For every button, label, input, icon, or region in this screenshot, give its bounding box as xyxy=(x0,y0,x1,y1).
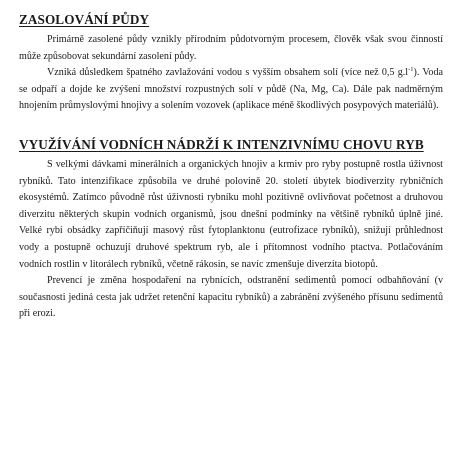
section-heading-soil-salinization: ZASOLOVÁNÍ PŮDY xyxy=(19,12,150,27)
section-heading-fish-farming: VYUŽÍVÁNÍ VODNÍCH NÁDRŽÍ K INTENZIVNÍMU CHOVU RYB xyxy=(19,136,424,152)
paragraph-salinization-causes xyxy=(19,65,443,115)
paragraph-prevention: Prevencí je změna hospodaření na rybnících, odstranění sedimentů pomocí odbahňování (v současnosti jediná cesta jak udržet retenční kapacitu rybníků) a zabránění zvýšeného přísunu sedimentů při erozi. xyxy=(19,275,443,320)
paragraph-pond-eutrophication: S velkými dávkami minerálních a organických hnojiv a krmiv pro ryby postupně rostla úživnost rybníků. Tato intenzifikace způsobila ve druhé polovině 20. století úbytek biodiverzity rybničních ekosystémů. Zatímco původně růst úživnosti rybníku mohl pozitivně ovlivňovat početnost a druhovou diverzitu některých skupin vodních organismů, jsou dnešní podmínky na většině rybníků úplně jiné. Velké rybí obsádky zapříčiňují masový růst fytoplanktonu (eutrofizace rybníků), snižují průhlednost vody a postupně ochuzují druhové spektrum ryb, ale i přítomnost vodního ptactva. Potlačováním vodních rostlin v litorálech rybníků, včetně rákosin, se navíc zmenšuje diverzita biotopů. xyxy=(19,158,443,270)
paragraph-salinization-causes-part2: ). Voda se odpaří a dojde ke zvýšení množství rozpustných solí v půdě (Na, Mg, Ca). Dále pak nadměrným hnojením průmyslovými hnojivy a solením vozovek (aplikace méně škodlivých posypových materiálů). xyxy=(19,67,443,112)
document-page xyxy=(19,12,443,323)
paragraph-salinization-causes-part1: Vzniká důsledkem špatného zavlažování vodou s vyšším obsahem solí (více než 0,5 g.l xyxy=(47,67,409,79)
unit-superscript: -1 xyxy=(408,66,414,74)
paragraph-primary-salinization: Primárně zasolené půdy vznikly přírodním půdotvorným procesem, člověk však svou činností může způsobovat sekundární zasolení půdy. xyxy=(19,34,443,62)
